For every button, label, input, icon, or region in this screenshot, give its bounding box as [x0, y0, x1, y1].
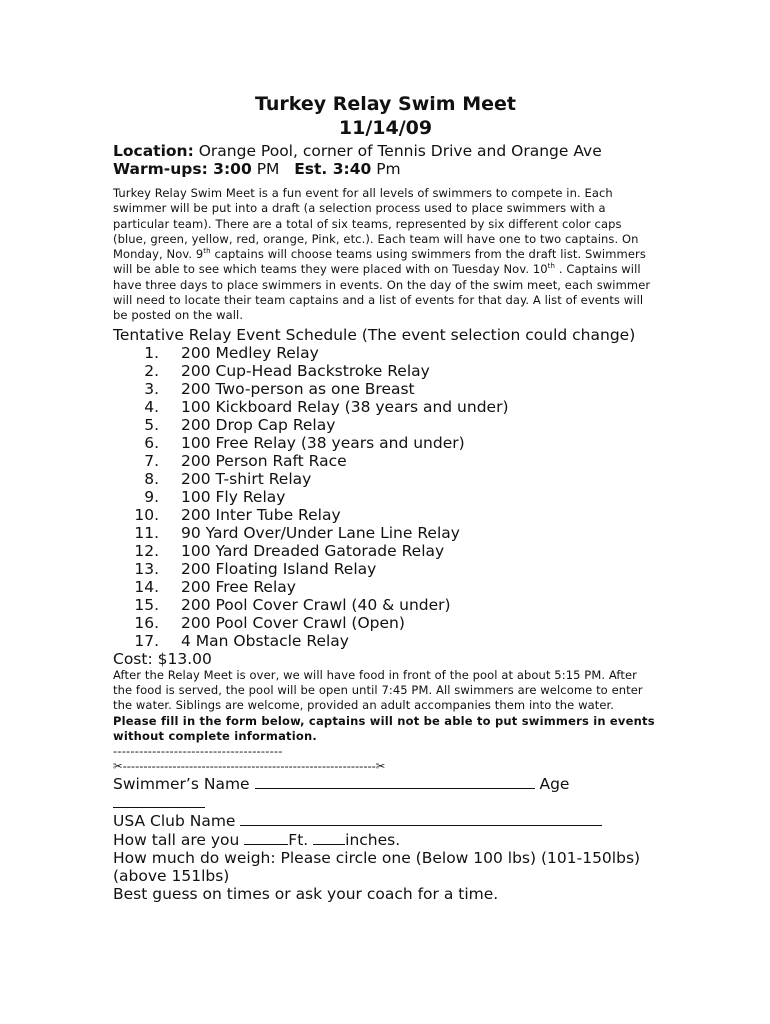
- event-name: 200 Inter Tube Relay: [181, 505, 341, 524]
- event-name: 4 Man Obstacle Relay: [181, 631, 349, 650]
- event-number: 6.: [144, 433, 159, 452]
- event-number: 17.: [134, 631, 159, 650]
- est-pm: Pm: [376, 160, 401, 178]
- times-row: Best guess on times or ask your coach for a time.: [113, 885, 499, 904]
- est-label: Est. 3:40: [294, 160, 372, 178]
- feet-label: Ft.: [288, 831, 309, 850]
- event-name: 100 Free Relay (38 years and under): [181, 433, 465, 452]
- list-item: [113, 524, 658, 542]
- warmups-line: [113, 160, 658, 178]
- swimmer-name-label: Swimmer’s Name: [113, 775, 250, 794]
- location-label: Location:: [113, 142, 194, 160]
- event-number: 10.: [134, 505, 159, 524]
- event-number: 3.: [144, 379, 159, 398]
- event-name: 200 Two-person as one Breast: [181, 379, 415, 398]
- height-label: How tall are you: [113, 831, 240, 850]
- event-number: 14.: [134, 577, 159, 596]
- list-item: [113, 380, 658, 398]
- list-item: [113, 434, 658, 452]
- location-value: Orange Pool, corner of Tennis Drive and Orange Ave: [198, 142, 602, 160]
- club-row: [113, 811, 658, 830]
- feet-blank[interactable]: [244, 830, 288, 845]
- event-name: 200 Cup-Head Backstroke Relay: [181, 361, 430, 380]
- list-item: [113, 362, 658, 380]
- list-item: [113, 560, 658, 578]
- club-blank[interactable]: [240, 811, 602, 826]
- list-item: [113, 416, 658, 434]
- event-name: 200 Medley Relay: [181, 343, 319, 362]
- event-number: 9.: [144, 487, 159, 506]
- list-item: [113, 452, 658, 470]
- event-name: 200 Floating Island Relay: [181, 559, 377, 578]
- intro-paragraph: [113, 186, 658, 324]
- event-name: 100 Fly Relay: [181, 487, 286, 506]
- event-name: 100 Yard Dreaded Gatorade Relay: [181, 541, 445, 560]
- event-name: 90 Yard Over/Under Lane Line Relay: [181, 523, 460, 542]
- swimmer-name-blank[interactable]: [255, 774, 535, 789]
- list-item: [113, 488, 658, 506]
- weight-row: How much do weigh: Please circle one (Below 100 lbs) (101-150lbs): [113, 849, 641, 868]
- event-number: 4.: [144, 397, 159, 416]
- event-name: 100 Kickboard Relay (38 years and under): [181, 397, 509, 416]
- weight-row-continued: (above 151lbs): [113, 867, 230, 886]
- age-row: [113, 793, 658, 811]
- event-name: 200 Free Relay: [181, 577, 296, 596]
- list-item: [113, 632, 658, 650]
- location-line: [113, 142, 658, 160]
- club-label: USA Club Name: [113, 812, 236, 831]
- list-item: [113, 614, 658, 632]
- warmups-label: Warm-ups: 3:00: [113, 160, 252, 178]
- height-row: [113, 830, 658, 849]
- intro-sup-2: th: [547, 262, 556, 271]
- cut-line-scissors-icon: ✂-------------------------------------------------------------✂: [113, 759, 386, 774]
- list-item: [113, 398, 658, 416]
- list-item: [113, 470, 658, 488]
- dash-divider: ---------------------------------------: [113, 744, 283, 759]
- event-number: 5.: [144, 415, 159, 434]
- intro-sup-1: th: [203, 247, 211, 256]
- intro-text-2: captains will choose teams using swimmers from the draft list. Swimmers will be able to see which teams they were placed with on Tuesday Nov. 10: [113, 247, 646, 277]
- form-instructions: Please fill in the form below, captains will not be able to put swimmers in events without complete information.: [113, 713, 655, 743]
- event-name: 200 T-shirt Relay: [181, 469, 312, 488]
- event-name: 200 Pool Cover Crawl (Open): [181, 613, 405, 632]
- age-label: Age: [539, 775, 570, 794]
- event-number: 7.: [144, 451, 159, 470]
- page-title: Turkey Relay Swim Meet: [255, 93, 516, 115]
- event-name: 200 Drop Cap Relay: [181, 415, 336, 434]
- event-number: 15.: [134, 595, 159, 614]
- swimmer-name-row: [113, 774, 658, 793]
- list-item: [113, 578, 658, 596]
- inches-blank[interactable]: [313, 830, 345, 845]
- list-item: [113, 344, 658, 362]
- meet-date: 11/14/09: [338, 117, 433, 139]
- inches-label: inches.: [345, 831, 401, 850]
- list-item: [113, 542, 658, 560]
- event-number: 13.: [134, 559, 159, 578]
- document-page: [113, 92, 658, 903]
- list-item: [113, 506, 658, 524]
- event-number: 16.: [134, 613, 159, 632]
- after-meet-paragraph: After the Relay Meet is over, we will have food in front of the pool at about 5:15 PM. After the food is served, the pool will be open until 7:45 PM. All swimmers are welcome to enter the water. Siblings are welcome, provided an adult accompanies them into the water.: [113, 667, 643, 713]
- event-name: 200 Person Raft Race: [181, 451, 347, 470]
- event-number: 8.: [144, 469, 159, 488]
- event-list: [113, 344, 658, 650]
- intro-text-3: . Captains will have three days to place swimmers in events. On the day of the swim meet, each swimmer will need to locate their team captains and a list of events for that day. A list of events will be posted on the wall.: [113, 262, 651, 323]
- age-blank[interactable]: [113, 793, 205, 808]
- warmups-pm: PM: [256, 160, 280, 178]
- schedule-heading: Tentative Relay Event Schedule (The event selection could change): [113, 325, 636, 344]
- list-item: [113, 596, 658, 614]
- event-name: 200 Pool Cover Crawl (40 & under): [181, 595, 451, 614]
- event-number: 1.: [144, 343, 159, 362]
- intro-text-1: Turkey Relay Swim Meet is a fun event for all levels of swimmers to compete in. Each swimmer will be put into a draft (a selection process used to place swimmers with a particular team). There are a total of six teams, represented by six different color caps (blue, green, yellow, red, orange, Pink, etc.). Each team will have one to two captains. On Monday, Nov. 9: [113, 186, 639, 262]
- event-number: 11.: [134, 523, 159, 542]
- event-number: 12.: [134, 541, 159, 560]
- event-number: 2.: [144, 361, 159, 380]
- cost-line: Cost: $13.00: [113, 649, 212, 668]
